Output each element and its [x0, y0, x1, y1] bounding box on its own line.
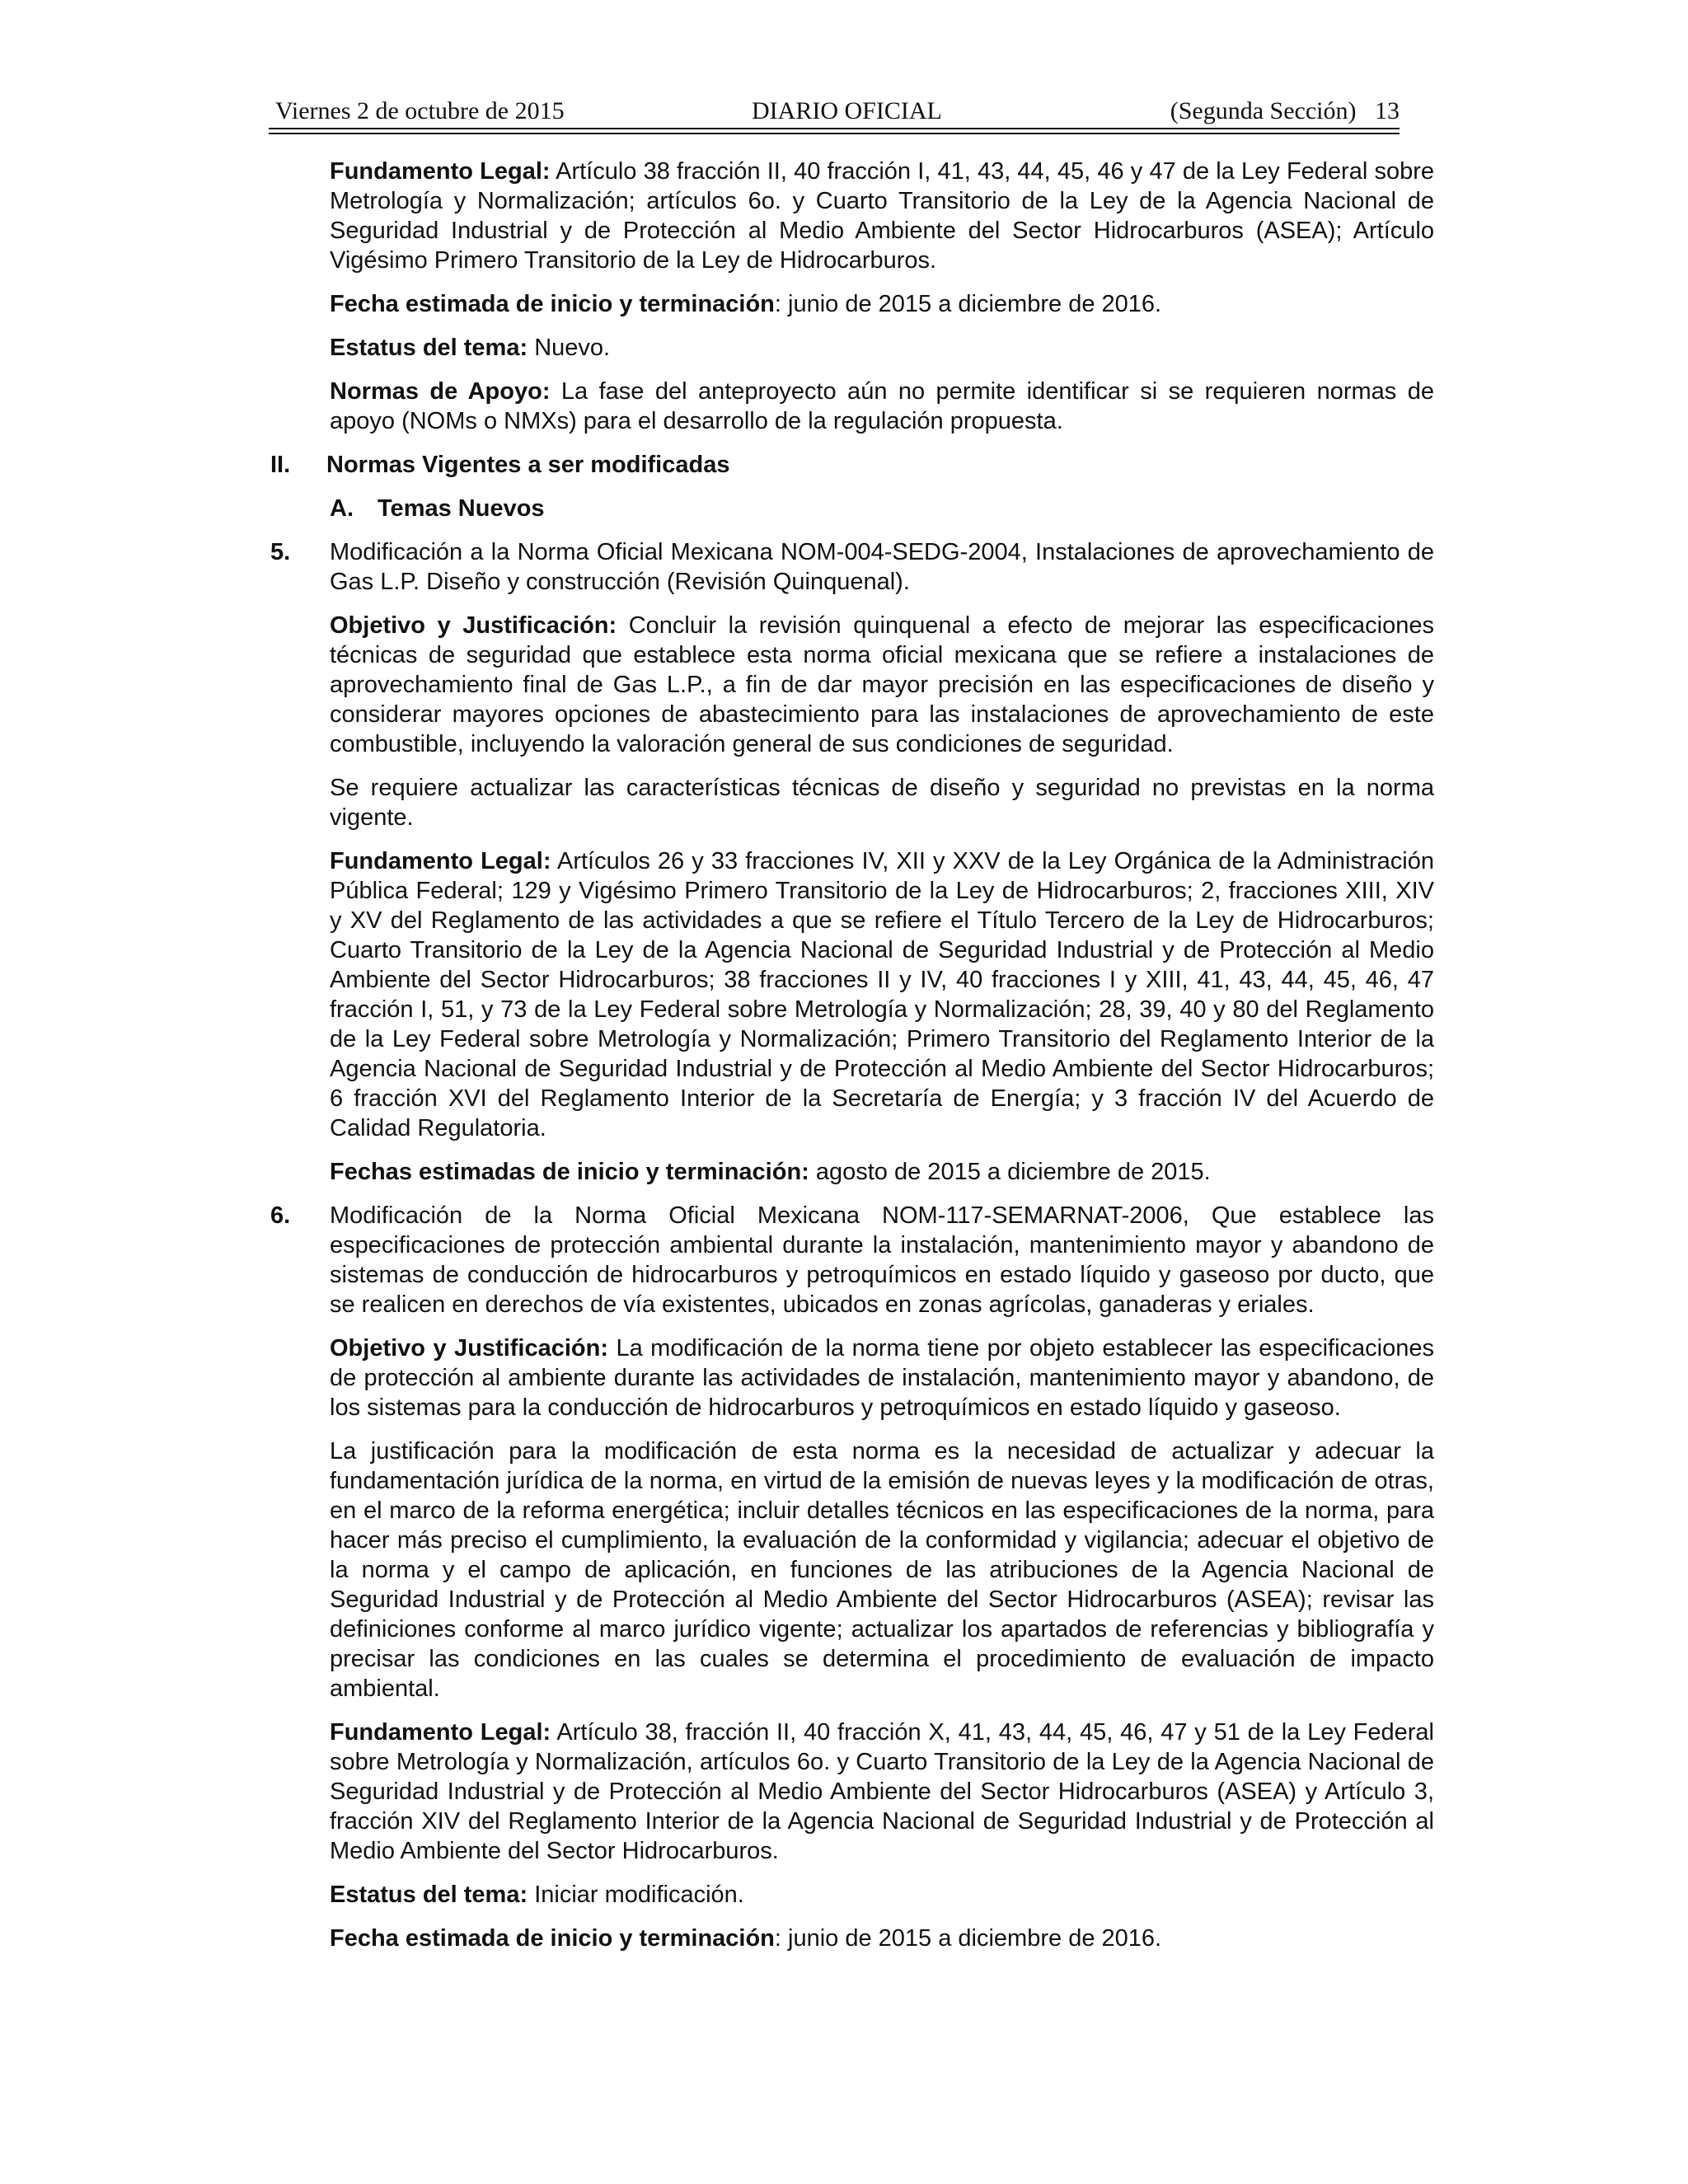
item6-fundamento — [330, 1718, 1434, 1866]
label: Fecha estimada de inicio y terminación — [330, 1925, 775, 1952]
header-rule-top — [269, 128, 1400, 129]
list-item-6 — [270, 1201, 1434, 1319]
label: Objetivo y Justificación: — [330, 612, 617, 639]
header-date: Viernes 2 de octubre de 2015 — [275, 97, 565, 124]
text: La fase del anteproyecto aún no permite identificar si se requieren normas de apoyo (NOMs o NMXs) para el desarrollo de la regulación propuesta. — [330, 378, 1434, 434]
intro-fecha — [330, 289, 1434, 319]
item6-fecha — [330, 1924, 1434, 1953]
list-item-5 — [270, 537, 1434, 597]
item-title: Modificación de la Norma Oficial Mexicana NOM-117-SEMARNAT-2006, Que establece las especificaciones de protección ambiental durante la instalación, mantenimiento mayor y abandono de sistemas de conducción de hidrocarburos y petroquímicos en estado líquido y gaseoso por ducto, que se realicen en derechos de vía existentes, ubicados en zonas agrícolas, ganaderas y eriales. — [330, 1202, 1434, 1318]
intro-fundamento — [330, 157, 1434, 275]
subsection-letter: A. — [330, 495, 354, 522]
item5-requiere: Se requiere actualizar las características técnicas de diseño y seguridad no previstas en la norma vigente. — [330, 775, 1434, 831]
section-numeral: II. — [270, 452, 291, 478]
item5-fundamento — [330, 846, 1434, 1143]
item-number: 5. — [270, 539, 291, 565]
header-rule-bottom — [269, 133, 1400, 134]
section-heading — [270, 450, 1434, 480]
text: Artículo 38, fracción II, 40 fracción X, 41, 43, 44, 45, 46, 47 y 51 de la Ley Federal sobre Metrología y Normalización, artículos 6o. y Cuarto Transitorio de la Ley de la Agencia Nacional de Seguridad Industrial y de Protección al Medio Ambiente del Sector Hidrocarburos (ASEA) y Artículo 3, fracción XIV del Reglamento Interior de la Agencia Nacional de Seguridad Industrial y de Protección al Medio Ambiente del Sector Hidrocarburos. — [330, 1719, 1434, 1864]
text: Concluir la revisión quinquenal a efecto de mejorar las especificaciones técnicas de seguridad que establece esta norma oficial mexicana que se refiere a instalaciones de aprovechamiento final de Gas L.P., a fin de dar mayor precisión en las especificaciones de diseño y considerar mayores opciones de abastecimiento para las instalaciones de aprovechamiento de este combustible, incluyendo la valoración general de sus condiciones de seguridad. — [330, 612, 1434, 757]
label: Estatus del tema: — [330, 335, 528, 361]
text: Nuevo. — [528, 335, 611, 361]
text: agosto de 2015 a diciembre de 2015. — [809, 1159, 1211, 1185]
subsection-heading — [270, 494, 1434, 523]
subsection-title: Temas Nuevos — [377, 495, 545, 522]
item6-estatus — [330, 1880, 1434, 1910]
text: Artículo 38 fracción II, 40 fracción I, 41, 43, 44, 45, 46 y 47 de la Ley Federal sobre Metrología y Normalización; artículos 6o. y Cuarto Transitorio de la Ley de la Agencia Nacional de Seguridad Industrial y de Protección al Medio Ambiente del Sector Hidrocarburos (ASEA); Artículo Vigésimo Primero Transitorio de la Ley de Hidrocarburos. — [330, 158, 1434, 274]
item6-objetivo — [330, 1333, 1434, 1422]
label: Estatus del tema: — [330, 1882, 528, 1908]
text: La modificación de la norma tiene por objeto establecer las especificaciones de protección al ambiente durante las actividades de instalación, mantenimiento mayor y abandono, de los sistemas para la conducción de hidrocarburos y petroquímicos en estado líquido y gaseoso. — [330, 1335, 1434, 1421]
subsection — [330, 495, 545, 522]
text: : junio de 2015 a diciembre de 2016. — [774, 291, 1162, 317]
label: Fecha estimada de inicio y terminación — [330, 291, 775, 317]
text: Iniciar modificación. — [528, 1882, 744, 1908]
label: Normas de Apoyo: — [330, 378, 551, 405]
document-body — [270, 157, 1434, 1967]
label: Fundamento Legal: — [330, 848, 551, 874]
intro-estatus — [330, 333, 1434, 363]
text: Artículos 26 y 33 fracciones IV, XII y XXV de la Ley Orgánica de la Administración Pública Federal; 129 y Vigésimo Primero Transitorio de la Ley de Hidrocarburos; 2, fracciones XIII, XIV y XV del Reglamento de las actividades a que se refiere el Título Tercero de la Ley de Hidrocarburos; Cuarto Transitorio de la Ley de la Agencia Nacional de Seguridad Industrial y de Protección al Medio Ambiente del Sector Hidrocarburos; 38 fracciones II y IV, 40 fracciones I y XIII, 41, 43, 44, 45, 46, 47 fracción I, 51, y 73 de la Ley Federal sobre Metrología y Normalización; 28, 39, 40 y 80 del Reglamento de la Ley Federal sobre Metrología y Normalización; Primero Transitorio del Reglamento Interior de la Agencia Nacional de Seguridad Industrial y de Protección al Medio Ambiente del Sector Hidrocarburos; 6 fracción XVI del Reglamento Interior de la Secretaría de Energía; y 3 fracción IV del Acuerdo de Calidad Regulatoria. — [330, 848, 1434, 1141]
item-title: Modificación a la Norma Oficial Mexicana NOM-004-SEDG-2004, Instalaciones de aprovechamiento de Gas L.P. Diseño y construcción (Revisión Quinquenal). — [330, 539, 1434, 595]
item5-objetivo — [330, 611, 1434, 759]
section-title: Normas Vigentes a ser modificadas — [326, 452, 730, 478]
label: Objetivo y Justificación: — [330, 1335, 608, 1361]
label: Fechas estimadas de inicio y terminación: — [330, 1159, 809, 1185]
item5-fechas — [330, 1157, 1434, 1187]
header-section-page — [1170, 97, 1400, 125]
header-publication: DIARIO OFICIAL — [752, 97, 942, 124]
item-number: 6. — [270, 1202, 291, 1229]
header-page-number: 13 — [1375, 97, 1400, 124]
label: Fundamento Legal: — [330, 1719, 551, 1746]
intro-normas-apoyo — [330, 377, 1434, 436]
label: Fundamento Legal: — [330, 158, 551, 185]
text: : junio de 2015 a diciembre de 2016. — [774, 1925, 1162, 1952]
item6-justificacion: La justificación para la modificación de esta norma es la necesidad de actualizar y adecuar la fundamentación jurídica de la norma, en virtud de la emisión de nuevas leyes y la modificación de otras, en el marco de la reforma energética; incluir detalles técnicos en las especificaciones de la norma, para hacer más preciso el cumplimiento, la evaluación de la conformidad y vigilancia; adecuar el objetivo de la norma y el campo de aplicación, en funciones de las atribuciones de la Agencia Nacional de Seguridad Industrial y de Protección al Medio Ambiente del Sector Hidrocarburos (ASEA); revisar las definiciones conforme al marco jurídico vigente; actualizar los apartados de referencias y bibliografía y precisar las condiciones en las cuales se determina el procedimiento de evaluación de impacto ambiental. — [330, 1438, 1434, 1702]
header-section: (Segunda Sección) — [1170, 97, 1357, 124]
page-header — [269, 94, 1400, 130]
